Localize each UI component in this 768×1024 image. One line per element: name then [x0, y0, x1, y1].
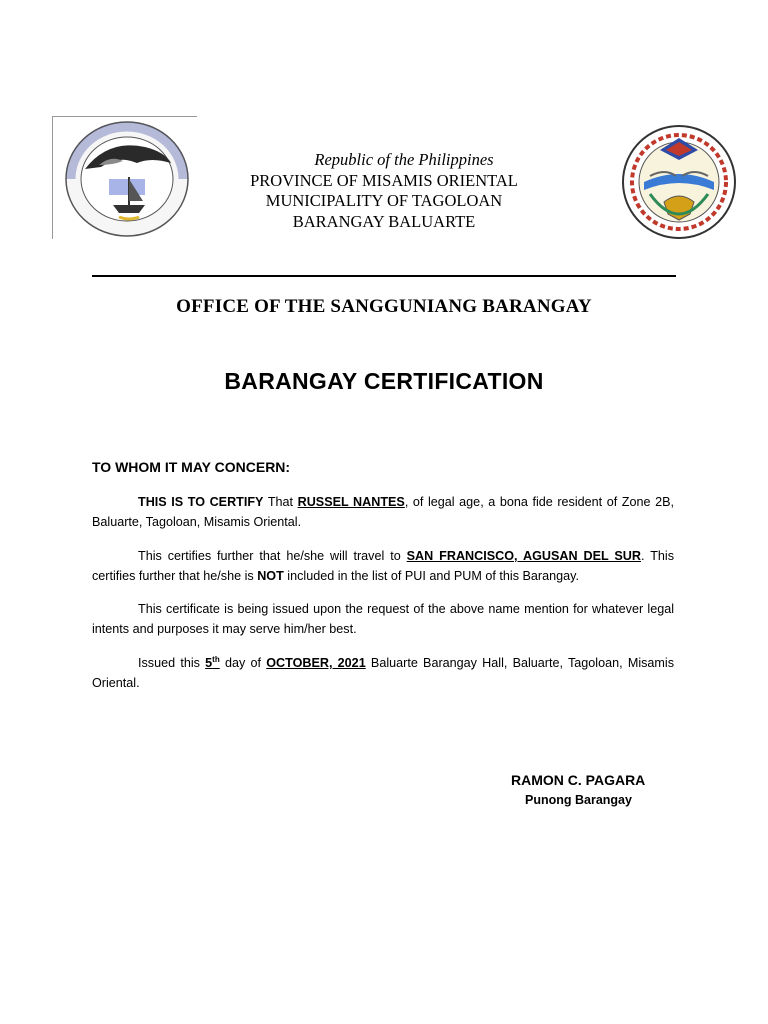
p2-text-3: included in the list of PUI and PUM of this Barangay.: [283, 569, 579, 583]
paragraph-certify: [92, 492, 674, 532]
p1-text-1: That: [263, 495, 298, 509]
issue-day-number: 5: [205, 656, 213, 670]
paragraph-travel: [92, 546, 674, 586]
issue-day: [205, 656, 220, 670]
resident-name: RUSSEL NANTES: [297, 495, 405, 509]
paragraph-issued: [92, 653, 674, 693]
destination: SAN FRANCISCO, AGUSAN DEL SUR: [406, 549, 641, 563]
salutation: TO WHOM IT MAY CONCERN:: [92, 459, 291, 475]
p4-text-3: Baluarte Barangay Hall, Baluarte, Tagoloan, Misamis Oriental.: [92, 656, 675, 690]
p2-text-2: . This certifies further that he/she is: [92, 549, 674, 583]
certify-lead: THIS IS TO CERTIFY: [138, 495, 264, 509]
province-line: PROVINCE OF MISAMIS ORIENTAL: [250, 170, 518, 190]
p3-text: This certificate is being issued upon the request of the above name mention for whatever legal intents and purposes it may serve him/her best.: [92, 602, 674, 636]
header-divider: [92, 275, 676, 277]
baluarte-barangay-council-seal-icon: [53, 117, 198, 240]
issue-month-year: OCTOBER, 2021: [266, 656, 366, 670]
letterhead: [200, 150, 568, 232]
not-emphasis: NOT: [257, 569, 284, 583]
municipality-line: MUNICIPALITY OF TAGOLOAN: [265, 191, 503, 210]
document-title: BARANGAY CERTIFICATION: [224, 368, 544, 394]
p1-text-2: , of legal age, a bona fide resident of Zone 2B, Baluarte, Tagoloan, Misamis Oriental.: [92, 495, 674, 529]
paragraph-purpose: [92, 599, 674, 639]
municipal-seal: [620, 124, 738, 240]
office-heading: OFFICE OF THE SANGGUNIANG BARANGAY: [176, 296, 592, 317]
republic-line: Republic of the Philippines: [314, 150, 494, 169]
issue-day-suffix: th: [212, 654, 220, 664]
p2-text-1: This certifies further that he/she will travel to: [138, 549, 407, 563]
p4-text-2: day of: [219, 656, 267, 670]
barangay-council-seal: [52, 116, 197, 239]
p4-text-1: Issued this: [138, 656, 206, 670]
signatory-name: RAMON C. PAGARA: [511, 772, 646, 788]
signatory-title: Punong Barangay: [525, 793, 632, 807]
municipal-seal-icon: [620, 124, 738, 240]
barangay-line: BARANGAY BALUARTE: [292, 211, 476, 231]
